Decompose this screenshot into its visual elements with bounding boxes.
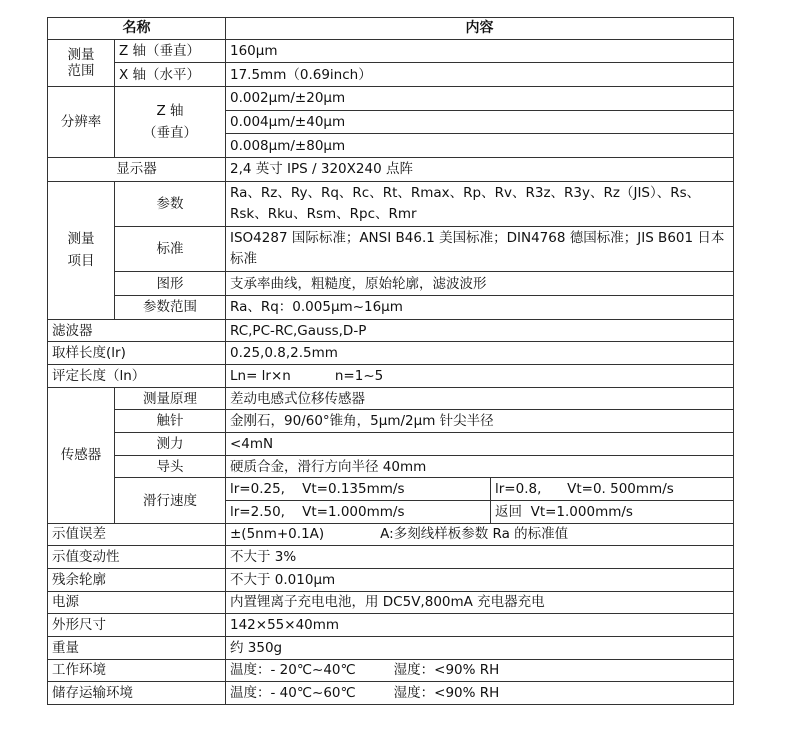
power-row bbox=[48, 591, 734, 614]
measure-graph-label: 图形 bbox=[115, 272, 226, 296]
measure-params-label: 参数 bbox=[115, 181, 226, 226]
residual-label: 残余轮廓 bbox=[48, 568, 226, 591]
error-value bbox=[226, 523, 734, 546]
residual-row bbox=[48, 568, 734, 591]
range-z-value: 160µm bbox=[226, 39, 734, 63]
measure-range-row bbox=[48, 296, 734, 320]
header-row bbox=[48, 18, 734, 40]
sensor-speed-r2c2: 返回 Vt=1.000mm/s bbox=[491, 501, 734, 524]
sensor-principle-row bbox=[48, 387, 734, 410]
sensor-speed-r1c2: lr=0.8, Vt=0. 500mm/s bbox=[491, 478, 734, 501]
measure-params-value: Ra、Rz、Ry、Rq、Rc、Rt、Rmax、Rp、Rv、R3z、R3y、Rz（JIS）、Rs、Rsk、Rku、Rsm、Rpc、Rmr bbox=[226, 181, 734, 226]
error-row bbox=[48, 523, 734, 546]
storage-env-label: 储存运输环境 bbox=[48, 682, 226, 705]
variation-row bbox=[48, 546, 734, 569]
work-env-temp: 温度：- 20℃~40℃ bbox=[230, 662, 356, 679]
size-row bbox=[48, 614, 734, 637]
evaluation-value-b: n=1~5 bbox=[334, 367, 384, 384]
resolution-sub-label: Z 轴 （垂直） bbox=[115, 87, 226, 158]
range-z-row bbox=[48, 39, 734, 63]
filter-row bbox=[48, 319, 734, 342]
measure-standard-value: ISO4287 国际标准；ANSI B46.1 美国标准；DIN4768 德国标准；JIS B601 日本标准 bbox=[226, 227, 734, 272]
measure-standard-label: 标准 bbox=[115, 227, 226, 272]
weight-value: 约 350g bbox=[226, 636, 734, 659]
sensor-speed-label: 滑行速度 bbox=[115, 478, 226, 523]
error-value-b: A:多刻线样板参数 Ra 的标准值 bbox=[380, 526, 569, 543]
display-label: 显示器 bbox=[48, 158, 226, 182]
power-label: 电源 bbox=[48, 591, 226, 614]
sensor-stylus-label: 触针 bbox=[115, 410, 226, 433]
filter-label: 滤波器 bbox=[48, 319, 226, 342]
power-value: 内置锂离子充电电池，用 DC5V,800mA 充电器充电 bbox=[226, 591, 734, 614]
sensor-force-value: <4mN bbox=[226, 433, 734, 456]
variation-label: 示值变动性 bbox=[48, 546, 226, 569]
weight-label: 重量 bbox=[48, 636, 226, 659]
work-env-value bbox=[226, 659, 734, 682]
storage-env-row bbox=[48, 682, 734, 705]
header-name: 名称 bbox=[48, 18, 226, 40]
storage-env-humidity: 湿度：<90% RH bbox=[393, 685, 500, 702]
residual-value: 不大于 0.010µm bbox=[226, 568, 734, 591]
sensor-stylus-row bbox=[48, 410, 734, 433]
measure-range-label: 参数范围 bbox=[115, 296, 226, 320]
measure-standard-row bbox=[48, 227, 734, 272]
range-x-row bbox=[48, 63, 734, 87]
range-label: 测量 范围 bbox=[48, 39, 115, 86]
sensor-label: 传感器 bbox=[48, 387, 115, 523]
sensor-speed-r1c1: lr=0.25, Vt=0.135mm/s bbox=[226, 478, 491, 501]
evaluation-row bbox=[48, 365, 734, 388]
evaluation-value bbox=[226, 365, 734, 388]
resolution-value-2: 0.004µm/±40µm bbox=[226, 110, 734, 134]
work-env-row bbox=[48, 659, 734, 682]
measure-label: 测量 项目 bbox=[48, 181, 115, 319]
weight-row bbox=[48, 636, 734, 659]
sampling-label: 取样长度(lr) bbox=[48, 342, 226, 365]
error-label: 示值误差 bbox=[48, 523, 226, 546]
range-x-value: 17.5mm（0.69inch） bbox=[226, 63, 734, 87]
sensor-force-label: 测力 bbox=[115, 433, 226, 456]
sensor-principle-label: 测量原理 bbox=[115, 387, 226, 410]
filter-value: RC,PC-RC,Gauss,D-P bbox=[226, 319, 734, 342]
work-env-label: 工作环境 bbox=[48, 659, 226, 682]
resolution-value-3: 0.008µm/±80µm bbox=[226, 134, 734, 158]
storage-env-value bbox=[226, 682, 734, 705]
measure-graph-row bbox=[48, 272, 734, 296]
error-value-a: ±(5nm+0.1A) bbox=[230, 526, 325, 543]
sensor-force-row bbox=[48, 433, 734, 456]
storage-env-temp: 温度：- 40℃~60℃ bbox=[230, 685, 356, 702]
range-x-label: X 轴（水平） bbox=[115, 63, 226, 87]
size-label: 外形尺寸 bbox=[48, 614, 226, 637]
size-value: 142×55×40mm bbox=[226, 614, 734, 637]
range-z-label: Z 轴（垂直） bbox=[115, 39, 226, 63]
work-env-humidity: 湿度：<90% RH bbox=[393, 662, 500, 679]
sampling-row bbox=[48, 342, 734, 365]
sensor-guide-value: 硬质合金，滑行方向半径 40mm bbox=[226, 455, 734, 478]
resolution-row-1 bbox=[48, 87, 734, 111]
header-content: 内容 bbox=[226, 18, 734, 40]
measure-graph-value: 支承率曲线，粗糙度，原始轮廓，滤波波形 bbox=[226, 272, 734, 296]
sensor-speed-row-1 bbox=[48, 478, 734, 501]
resolution-label: 分辨率 bbox=[48, 87, 115, 158]
sensor-guide-row bbox=[48, 455, 734, 478]
sensor-principle-value: 差动电感式位移传感器 bbox=[226, 387, 734, 410]
evaluation-label: 评定长度（ln） bbox=[48, 365, 226, 388]
evaluation-value-a: Ln= lr×n bbox=[230, 367, 291, 384]
spec-table bbox=[47, 17, 734, 705]
measure-range-value: Ra、Rq：0.005µm~16µm bbox=[226, 296, 734, 320]
sampling-value: 0.25,0.8,2.5mm bbox=[226, 342, 734, 365]
display-value: 2,4 英寸 IPS / 320X240 点阵 bbox=[226, 158, 734, 182]
sensor-guide-label: 导头 bbox=[115, 455, 226, 478]
resolution-value-1: 0.002µm/±20µm bbox=[226, 87, 734, 111]
sensor-speed-r2c1: lr=2.50, Vt=1.000mm/s bbox=[226, 501, 491, 524]
sensor-stylus-value: 金刚石，90/60°锥角，5µm/2µm 针尖半径 bbox=[226, 410, 734, 433]
display-row bbox=[48, 158, 734, 182]
variation-value: 不大于 3% bbox=[226, 546, 734, 569]
measure-params-row bbox=[48, 181, 734, 226]
